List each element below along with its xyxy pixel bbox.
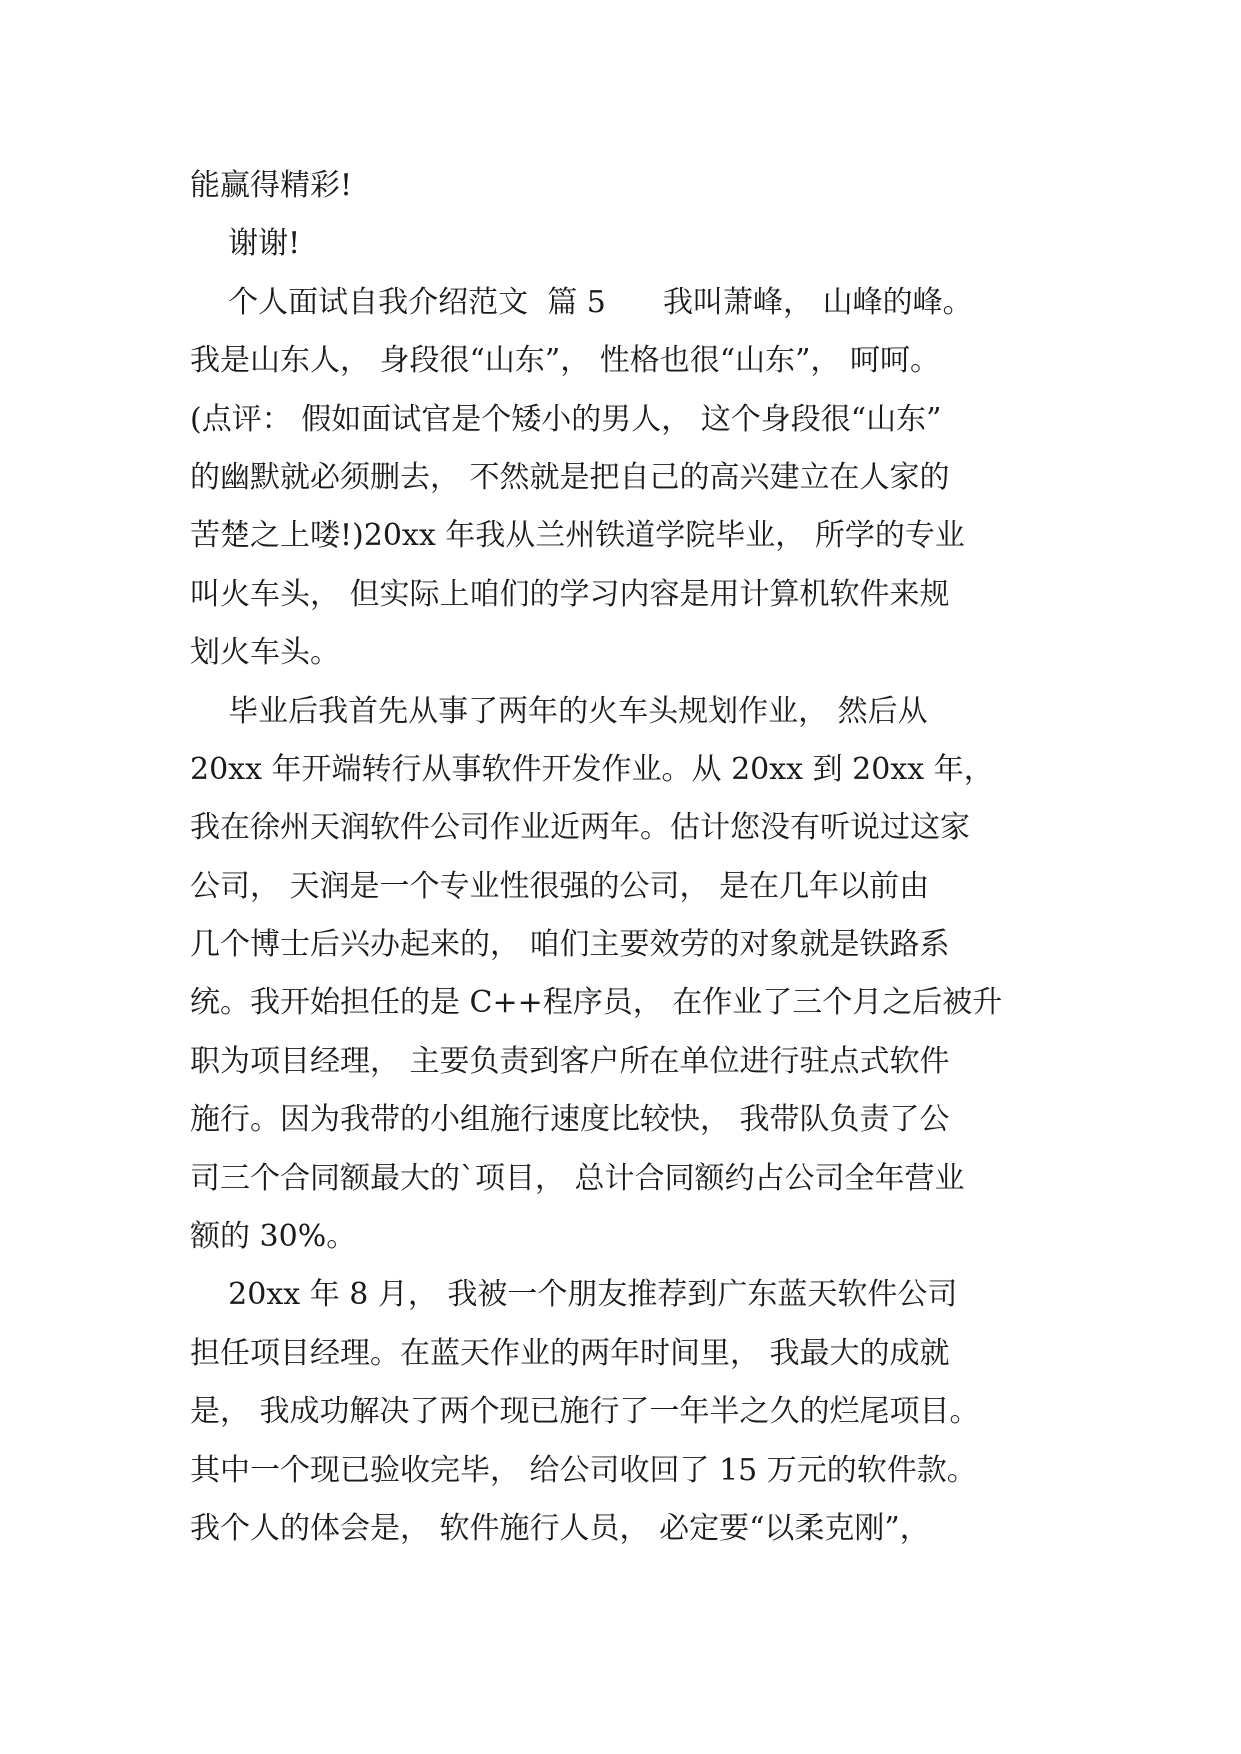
text-line: 施行。因为我带的小组施行速度比较快， 我带队负责了公 (190, 1102, 950, 1138)
text-line: 谢谢! (190, 226, 301, 262)
text-line: 我在徐州天润软件公司作业近两年。估计您没有听说过这家 (190, 810, 970, 846)
text-line: 担任项目经理。在蓝天作业的两年时间里， 我最大的成就 (190, 1335, 950, 1371)
text-line: 司三个合同额最大的`项目， 总计合同额约占公司全年营业 (190, 1160, 965, 1196)
text-line: 的幽默就必须删去， 不然就是把自己的高兴建立在人家的 (190, 459, 950, 495)
text-line: 能赢得精彩! (190, 168, 353, 203)
text-line: 叫火车头， 但实际上咱们的学习内容是用计算机软件来规 (190, 576, 950, 612)
body-text (190, 157, 1070, 1558)
text-line: 20xx 年开端转行从事软件开发作业。从 20xx 到 20xx 年， (190, 751, 994, 787)
text-line: 苦楚之上喽!)20xx 年我从兰州铁道学院毕业， 所学的专业 (190, 518, 965, 554)
text-line: 额的 30%。 (190, 1219, 357, 1255)
text-line: 毕业后我首先从事了两年的火车头规划作业， 然后从 (190, 693, 928, 729)
text-line: 统。我开始担任的是 C++程序员， 在作业了三个月之后被升 (190, 985, 1003, 1021)
text-line: 个人面试自我介绍范文 篇 5 我叫萧峰， 山峰的峰。 (190, 284, 973, 320)
text-line: (点评： 假如面试官是个矮小的男人， 这个身段很“山东” (190, 401, 942, 437)
text-line: 划火车头。 (190, 635, 340, 671)
text-line: 是， 我成功解决了两个现已施行了一年半之久的烂尾项目。 (190, 1394, 980, 1430)
text-line: 其中一个现已验收完毕， 给公司收回了 15 万元的软件款。 (190, 1452, 977, 1488)
text-line: 我个人的体会是， 软件施行人员， 必定要“以柔克刚”， (190, 1510, 930, 1546)
text-line: 20xx 年 8 月， 我被一个朋友推荐到广东蓝天软件公司 (190, 1277, 958, 1313)
text-line: 职为项目经理， 主要负责到客户所在单位进行驻点式软件 (190, 1043, 950, 1079)
text-line: 公司， 天润是一个专业性很强的公司， 是在几年以前由 (190, 868, 930, 904)
text-line: 我是山东人， 身段很“山东”， 性格也很“山东”， 呵呵。 (190, 343, 940, 379)
text-line: 几个博士后兴办起来的， 咱们主要效劳的对象就是铁路系 (190, 927, 950, 963)
